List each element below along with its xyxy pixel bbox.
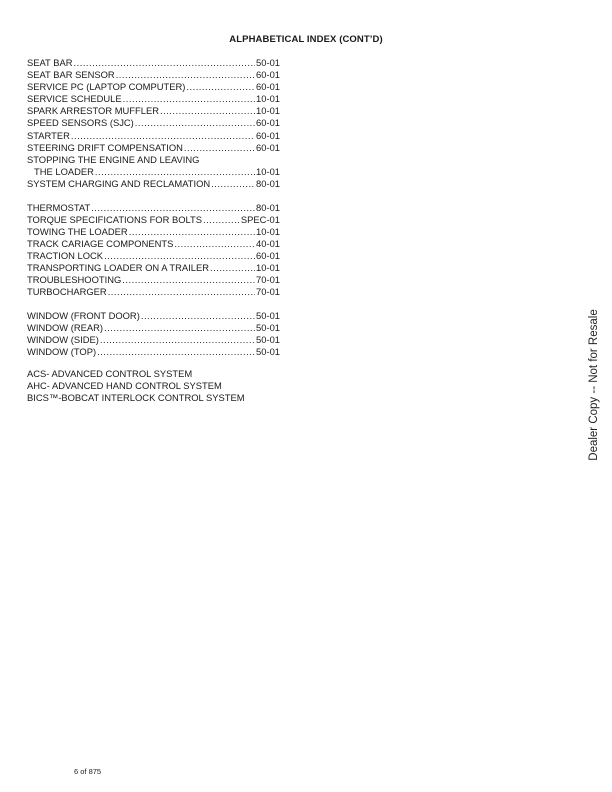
dot-leader [129,226,255,238]
dot-leader [186,81,255,93]
dot-leader [174,238,255,250]
dot-leader [135,117,255,129]
dot-leader [104,250,255,262]
index-entry-page: 60-01 [256,141,280,153]
index-entry [27,142,280,154]
index-entry-page: 70-01 [256,286,280,298]
index-entry-page: 50-01 [256,346,280,358]
index-entry-page: SPEC-01 [240,213,280,225]
dot-leader [211,178,255,190]
index-entry [27,274,280,286]
index-entry-page: 10-01 [256,105,280,117]
index-entry [27,130,280,142]
index-entry-label: SEAT BAR [27,57,73,68]
dot-leader [108,286,255,298]
index-entry [27,346,280,358]
index-entry [27,117,280,129]
dot-leader [91,202,255,214]
index-entry-label: STOPPING THE ENGINE AND LEAVING [27,153,200,165]
index-group [27,57,280,190]
index-entry-page: 80-01 [256,201,280,213]
alphabetical-index [27,57,280,370]
index-entry-page: 10-01 [256,165,280,177]
dot-leader [210,262,255,274]
index-entry [27,226,280,238]
index-entry-label: SEAT BAR SENSOR [27,69,115,81]
index-entry-page: 80-01 [256,177,280,189]
abbreviation-list [27,368,327,404]
dot-leader [71,130,255,142]
index-entry-page: 60-01 [256,117,280,129]
index-group [27,202,280,299]
index-entry-label: TROUBLESHOOTING [27,274,122,286]
index-entry [27,214,280,226]
dot-leader [160,105,255,117]
index-group [27,310,280,358]
index-entry-page: 60-01 [256,69,280,81]
index-entry-label: WINDOW (REAR) [27,321,104,333]
index-entry-page: 10-01 [256,225,280,237]
abbreviation-item: AHC- ADVANCED HAND CONTROL SYSTEM [27,380,222,392]
index-entry [27,105,280,117]
index-entry [27,57,280,69]
dot-leader [141,310,255,322]
index-entry-page: 60-01 [256,81,280,93]
index-entry-label: TRACK CARIAGE COMPONENTS [27,237,174,249]
index-entry-label: WINDOW (FRONT DOOR) [27,309,140,321]
index-entry-page: 10-01 [256,93,280,105]
abbreviation-item: ACS- ADVANCED CONTROL SYSTEM [27,368,193,379]
index-entry-page: 40-01 [256,237,280,249]
index-entry [27,250,280,262]
index-entry [27,202,280,214]
index-entry-label: SERVICE PC (LAPTOP COMPUTER) [27,81,186,93]
index-entry-page: 50-01 [256,57,280,68]
dot-leader [100,334,255,346]
index-entry [27,262,280,274]
index-entry-label: WINDOW (SIDE) [27,333,99,345]
dot-leader [184,142,255,154]
dot-leader [104,322,255,334]
index-entry-label: SYSTEM CHARGING AND RECLAMATION [27,177,211,189]
index-entry-label: TORQUE SPECIFICATIONS FOR BOLTS [27,213,203,225]
index-entry-label: SPEED SENSORS (SJC) [27,117,134,129]
index-entry-page: 50-01 [256,333,280,345]
index-entry-page: 50-01 [256,321,280,333]
index-entry-page: 60-01 [256,129,280,141]
index-entry-label: TURBOCHARGER [27,286,107,298]
index-entry [27,154,280,166]
index-entry [27,322,280,334]
index-entry [27,310,280,322]
dot-leader [203,214,240,226]
index-entry-label: SERVICE SCHEDULE [27,93,122,105]
dot-leader [123,93,255,105]
index-entry [27,178,280,190]
index-entry-label: WINDOW (TOP) [27,346,97,358]
dealer-copy-watermark: Dealer Copy -- Not for Resale [588,309,600,461]
index-entry [27,166,280,178]
index-entry-label: THE LOADER [34,165,94,177]
index-entry [27,334,280,346]
index-entry-label: STARTER [27,129,70,141]
index-entry-page: 50-01 [256,309,280,321]
index-entry-page: 10-01 [256,262,280,273]
dot-leader [97,346,255,358]
index-entry-label: TRANSPORTING LOADER ON A TRAILER [27,262,209,273]
index-entry [27,81,280,93]
index-entry-label: TRACTION LOCK [27,249,104,261]
index-entry-page: 70-01 [256,274,280,286]
index-entry-label: SPARK ARRESTOR MUFFLER [27,105,159,117]
dot-leader [74,57,256,69]
dot-leader [95,166,255,178]
abbreviation-item: BICS™-BOBCAT INTERLOCK CONTROL SYSTEM [27,392,245,404]
dot-leader [116,69,255,81]
index-entry [27,286,280,298]
dot-leader [122,274,255,286]
index-entry-label: TOWING THE LOADER [27,225,128,237]
index-entry-page: 60-01 [256,249,280,261]
index-entry [27,238,280,250]
index-entry [27,69,280,81]
page-title: ALPHABETICAL INDEX (CONT’D) [229,34,383,45]
index-entry [27,93,280,105]
index-entry-label: THERMOSTAT [27,201,91,213]
index-entry-label: STEERING DRIFT COMPENSATION [27,141,183,153]
page-number-footer: 6 of 875 [74,767,102,776]
